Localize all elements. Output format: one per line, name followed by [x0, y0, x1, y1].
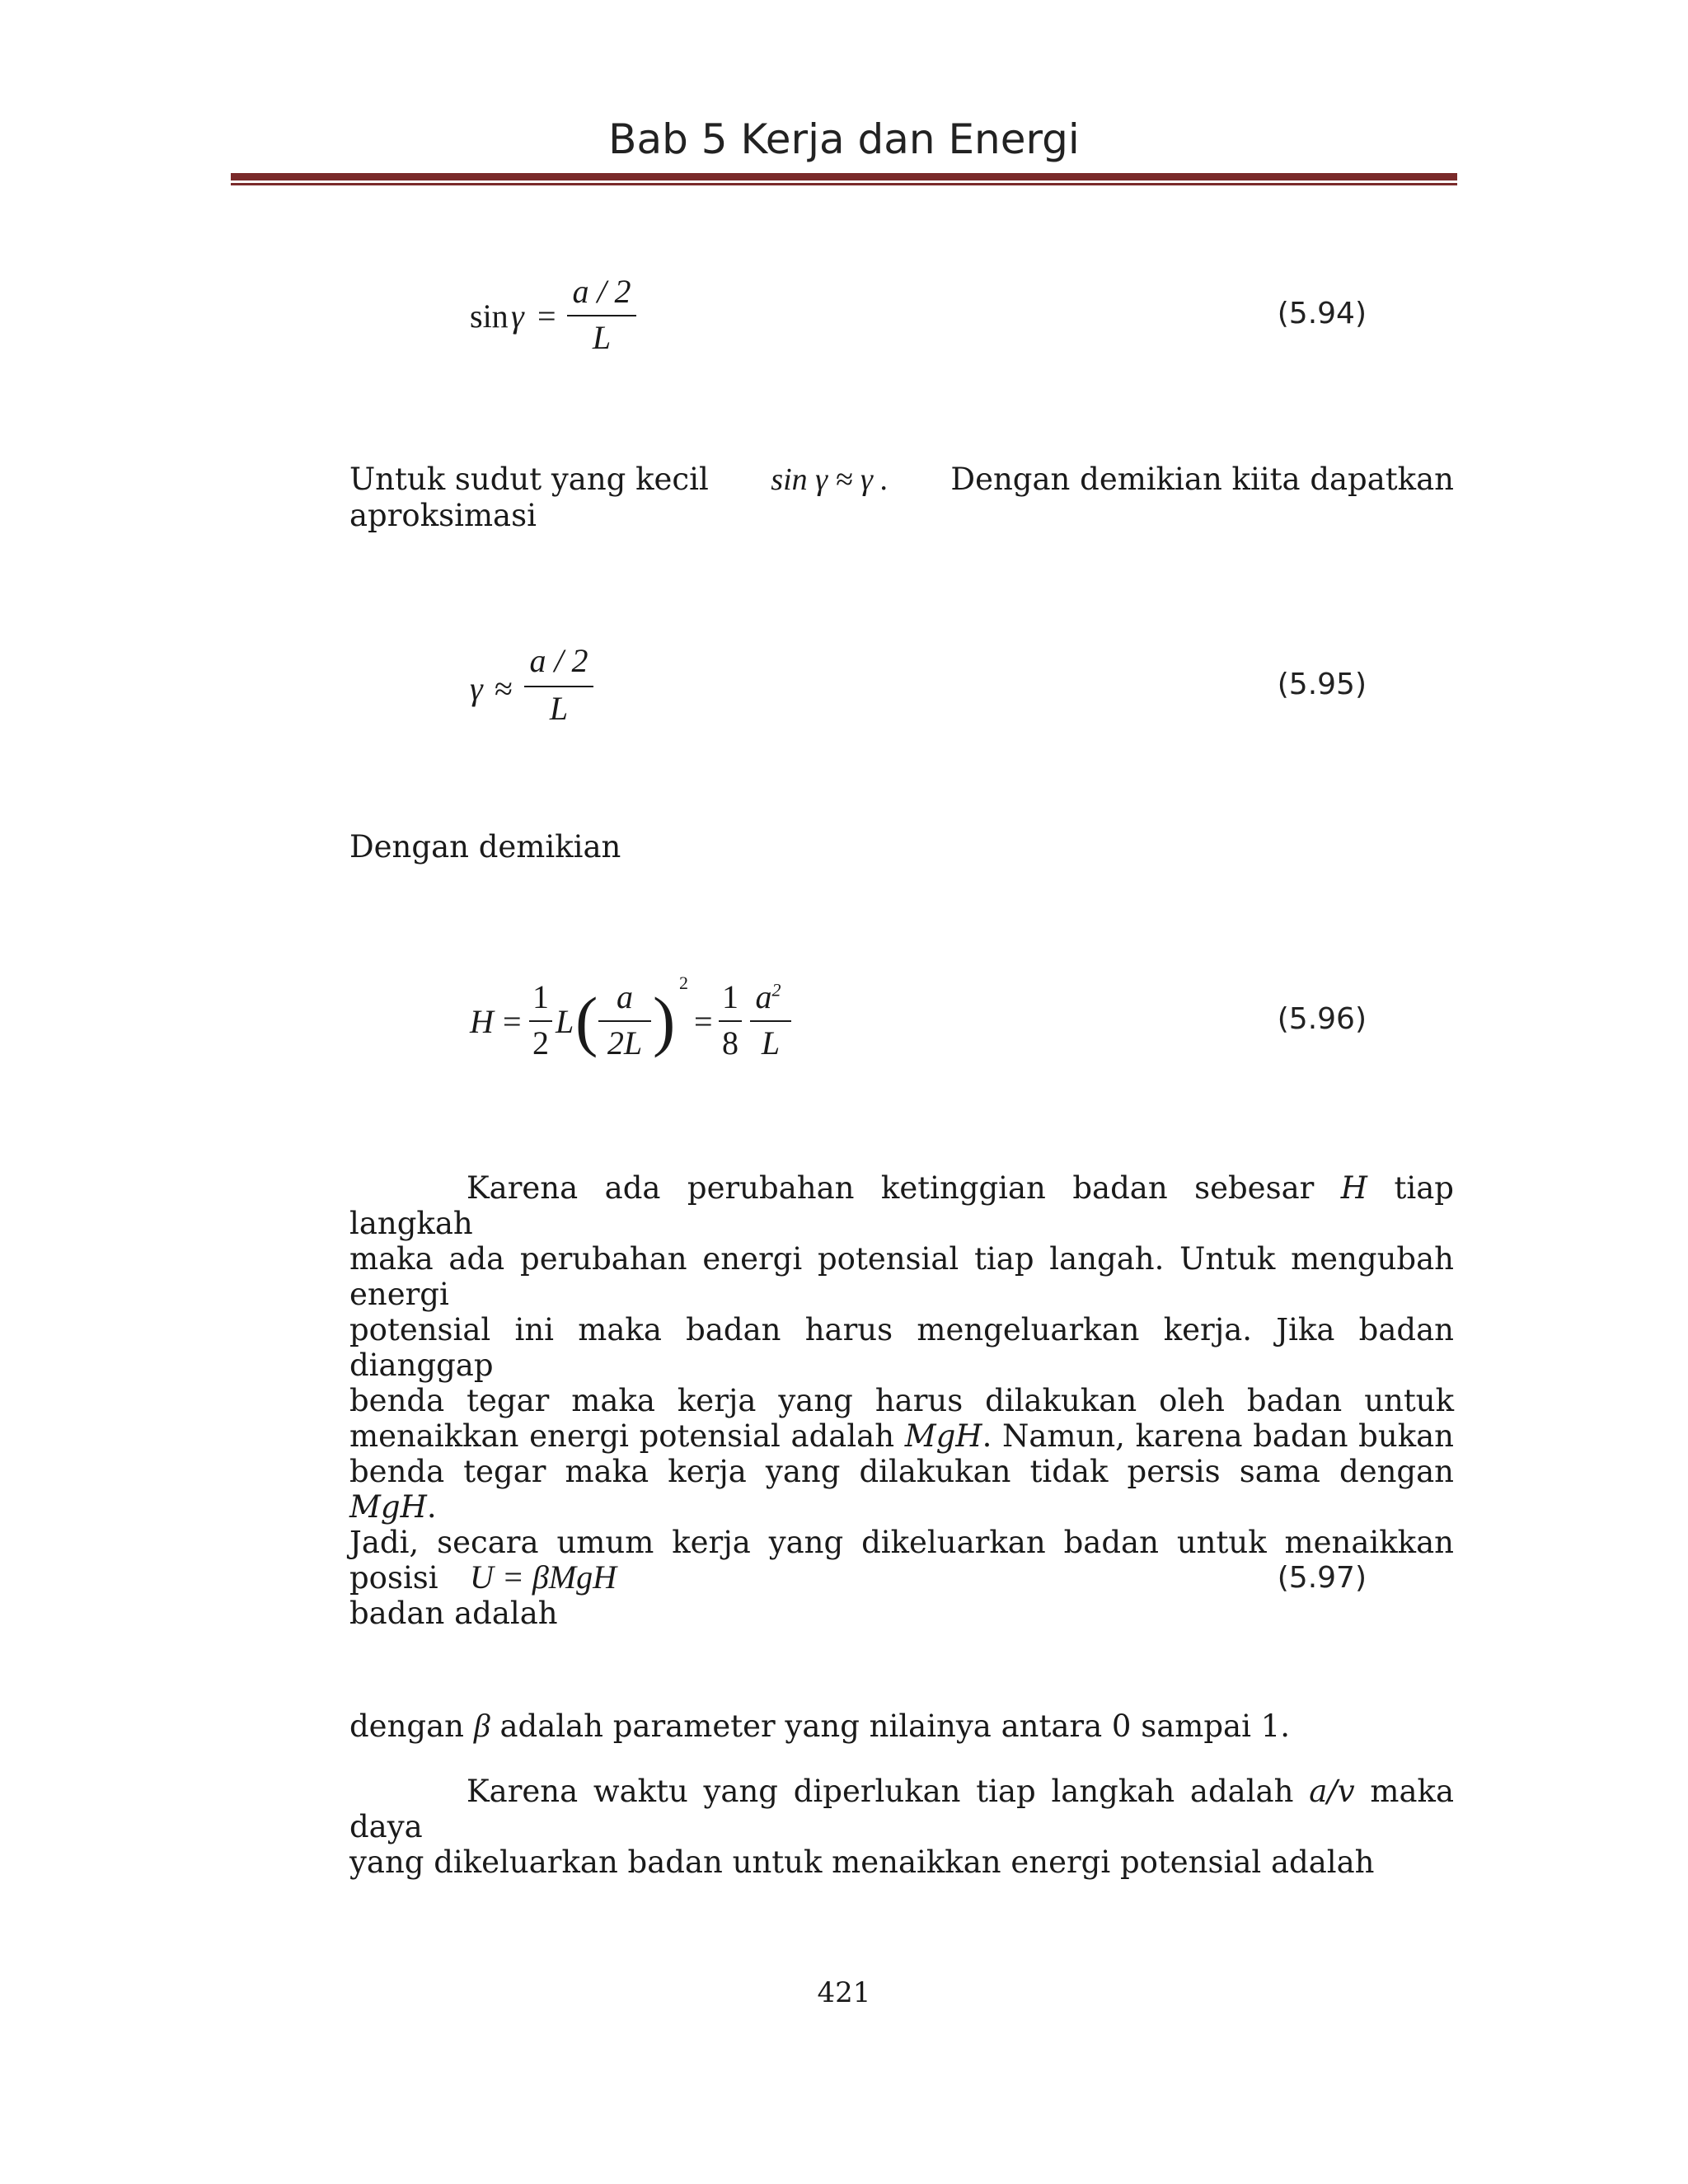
equals-sign: =: [503, 1003, 522, 1040]
fraction-denominator: 8: [722, 1024, 738, 1062]
text-line: [349, 1170, 1454, 1241]
header-rule: [231, 173, 1457, 180]
paragraph-dengan-demikian: Dengan demikian: [349, 829, 621, 865]
exponent: 2: [679, 972, 688, 993]
fraction-denominator: 2: [532, 1024, 549, 1062]
text-line: benda tegar maka kerja yang harus dilakukan oleh badan untuk: [349, 1383, 1454, 1418]
equation-number-5-97: (5.97): [1277, 1561, 1367, 1595]
paragraph-small-angle: [349, 462, 1454, 533]
fraction-numerator: [750, 977, 786, 1016]
inline-math-H: H: [1340, 1170, 1368, 1206]
right-paren: ): [653, 983, 676, 1058]
equation-5-97: U = βMgH: [470, 1558, 617, 1596]
text-segment: maka daya: [349, 1774, 1454, 1844]
text-line: [349, 1418, 1454, 1454]
fraction-bar: [598, 1020, 651, 1022]
equals-sign: =: [537, 298, 556, 335]
chapter-header: Bab 5 Kerja dan Energi: [608, 115, 1080, 163]
text-segment: Karena ada perubahan ketinggian badan sebesar: [467, 1170, 1315, 1206]
fraction-denominator: 2L: [607, 1024, 643, 1062]
text-segment: Karena waktu yang diperlukan tiap langkah adalah: [467, 1774, 1294, 1809]
inline-math-MgH: MgH: [904, 1418, 982, 1454]
fraction-numerator: a: [617, 978, 633, 1015]
text-segment: menaikkan energi potensial adalah: [349, 1418, 895, 1454]
fraction-numerator: 1: [532, 978, 549, 1015]
text-segment: Untuk sudut yang kecil: [349, 462, 709, 497]
fraction-denominator: L: [592, 319, 612, 356]
equation-number-5-95: (5.95): [1277, 668, 1367, 701]
page-number: 421: [817, 1976, 871, 2009]
fraction-numerator: a / 2: [572, 273, 631, 310]
fraction-denominator: L: [761, 1024, 781, 1062]
text-line: maka ada perubahan energi potensial tiap langah. Untuk mengubah energi: [349, 1241, 1454, 1312]
fraction-bar: [524, 686, 593, 687]
paragraph-beta-parameter: [349, 1708, 1454, 1744]
L-symbol: L: [556, 1003, 574, 1040]
fraction-numerator: a / 2: [529, 642, 588, 679]
H-symbol: H: [470, 1003, 494, 1040]
text-line: badan adalah: [349, 1596, 558, 1631]
header-rule-thin: [231, 183, 1457, 185]
equation-number-5-96: (5.96): [1277, 1002, 1367, 1036]
equation-number-5-94: (5.94): [1277, 297, 1367, 330]
text-segment: tiap langkah: [349, 1170, 1454, 1241]
fraction-numerator: 1: [722, 978, 738, 1015]
inline-math-MgH: MgH: [349, 1489, 427, 1525]
gamma-symbol: γ: [470, 670, 483, 707]
sin-label: sin: [470, 298, 509, 335]
text-line: aproksimasi: [349, 498, 537, 533]
fraction-bar: [719, 1020, 742, 1022]
text-segment: benda tegar maka kerja yang dilakukan tidak persis sama dengan: [349, 1454, 1454, 1489]
equation-5-94: [470, 272, 651, 363]
fraction-bar: [750, 1020, 791, 1022]
fraction-bar: [529, 1020, 552, 1022]
text-line: Jadi, secara umum kerja yang dikeluarkan badan untuk menaikkan posisi: [349, 1525, 1454, 1596]
text-line: potensial ini maka badan harus mengeluarkan kerja. Jika badan dianggap: [349, 1312, 1454, 1383]
paragraph-power: [349, 1774, 1454, 1880]
text-segment: . Namun, karena badan bukan: [982, 1418, 1455, 1454]
equation-5-95: [470, 641, 635, 732]
gamma-symbol: γ: [511, 298, 524, 335]
left-paren: (: [575, 983, 598, 1058]
exponent: 2: [771, 979, 781, 1001]
equation-5-96: [470, 972, 816, 1068]
fraction-denominator: L: [549, 690, 569, 727]
text-segment: dengan: [349, 1708, 464, 1744]
fraction-bar: [567, 315, 636, 316]
text-line: yang dikeluarkan badan untuk menaikkan energi potensial adalah: [349, 1844, 1375, 1880]
inline-math-sin-approx: sin γ ≈ γ .: [771, 462, 889, 497]
inline-math-a-over-v: a/v: [1309, 1774, 1355, 1809]
text-line: [349, 1774, 1454, 1844]
a-symbol: a: [755, 978, 772, 1015]
inline-math-beta: β: [473, 1707, 490, 1744]
text-segment: Dengan demikian kiita dapatkan: [950, 462, 1454, 497]
text-segment: adalah parameter yang nilainya antara 0 sampai 1.: [499, 1708, 1291, 1744]
text-line: [349, 1454, 1454, 1525]
equals-sign: =: [694, 1003, 713, 1040]
approx-sign: ≈: [495, 670, 513, 707]
text-segment: .: [426, 1489, 437, 1525]
